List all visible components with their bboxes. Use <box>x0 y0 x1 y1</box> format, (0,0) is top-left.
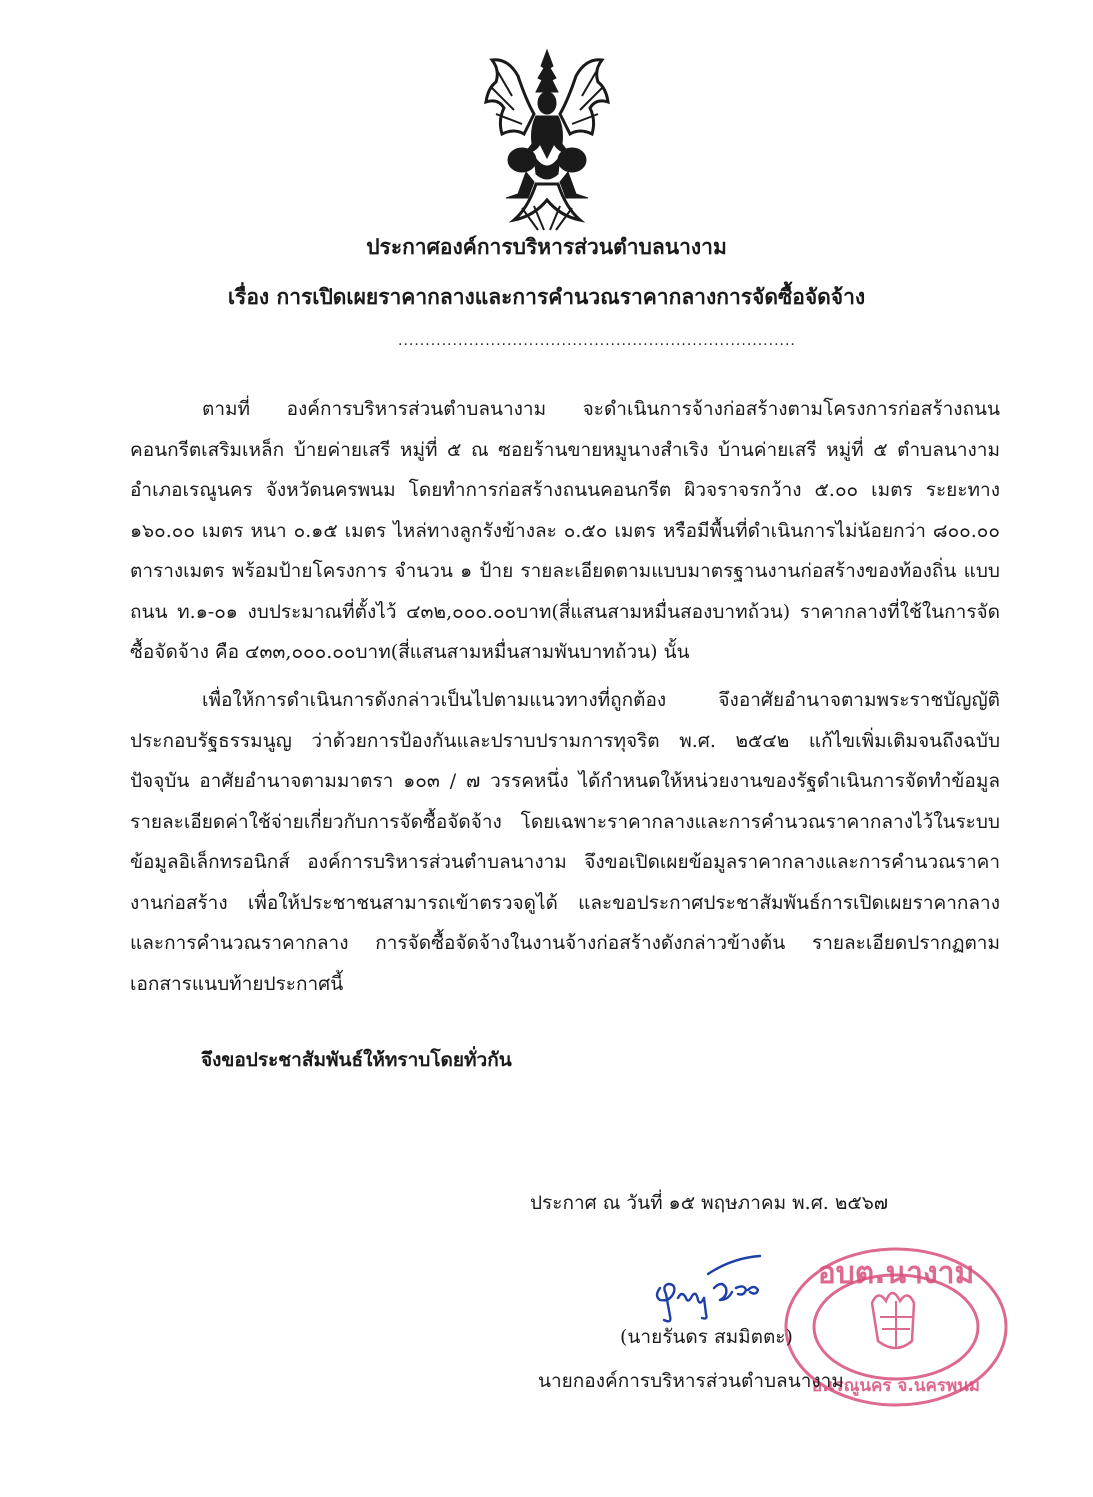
handwritten-signature <box>648 1254 768 1326</box>
separator-line: ......................................................................... <box>398 333 796 349</box>
announcement-date: ประกาศ ณ วันที่ ๑๕ พฤษภาคม พ.ศ. ๒๕๖๗ <box>530 1192 889 1214</box>
signer-title: นายกองค์การบริหารส่วนตำบลนางาม <box>538 1370 844 1392</box>
stamp-bottom-text: อ.เรณูนคร จ.นครพนม <box>812 1376 980 1396</box>
announcement-subject: เรื่อง การเปิดเผยราคากลางและการคำนวณราคากลางการจัดซื้อจัดจ้าง <box>227 284 866 309</box>
signer-name: (นายรันดร สมมิตตะ) <box>620 1326 793 1348</box>
stamp-top-text: อบต.นางาม <box>817 1256 975 1291</box>
announcement-title: ประกาศองค์การบริหารส่วนตำบลนางาม <box>366 234 727 259</box>
body-paragraph-disclosure: เพื่อให้การดำเนินการดังกล่าวเป็นไปตามแนวทางที่ถูกต้อง จึงอาศัยอำนาจตามพระราชบัญญัติประกอบรัฐธรรมนูญ ว่าด้วยการป้องกันและปราบปรามการทุจริต พ.ศ. ๒๕๔๒ แก้ไขเพิ่มเติมจนถึงฉบับปัจจุบัน อาศัยอำนาจตามมาตรา ๑๐๓ / ๗ วรรคหนึ่ง ได้กำหนดให้หน่วยงานของรัฐดำเนินการจัดทำข้อมูลรายละเอียดค่าใช้จ่ายเกี่ยวกับการจัดซื้อจัดจ้าง โดยเฉพาะราคากลางและการคำนวณราคากลางไว้ในระบบข้อมูลอิเล็กทรอนิกส์ องค์การบริหารส่วนตำบลนางาม จึงขอเปิดเผยข้อมูลราคากลางและการคำนวณราคางานก่อสร้าง เพื่อให้ประชาชนสามารถเข้าตรวจดูได้ และขอประกาศประชาสัมพันธ์การเปิดเผยราคากลางและการคำนวณราคากลาง การจัดซื้อจัดจ้างในงานจ้างก่อสร้างดังกล่าวข้างต้น รายละเอียดปรากฏตามเอกสารแนบท้ายประกาศนี้ <box>130 689 1000 995</box>
body-paragraph-project: ตามที่ องค์การบริหารส่วนตำบลนางาม จะดำเนินการจ้างก่อสร้างตามโครงการก่อสร้างถนนคอนกรีตเสริมเหล็ก บ้ายค่ายเสรี หมู่ที่ ๕ ณ ซอยร้านขายหมูนางสำเริง บ้านค่ายเสรี หมู่ที่ ๕ ตำบลนางาม อำเภอเรณูนคร จังหวัดนครพนม โดยทำการก่อสร้างถนนคอนกรีต ผิวจราจรกว้าง ๕.๐๐ เมตร ระยะทาง ๑๖๐.๐๐ เมตร หนา ๐.๑๕ เมตร ไหล่ทางลูกรังข้างละ ๐.๕๐ เมตร หรือมีพื้นที่ดำเนินการไม่น้อยกว่า ๘๐๐.๐๐ ตารางเมตร พร้อมป้ายโครงการ จำนวน ๑ ป้าย รายละเอียดตามแบบมาตรฐานงานก่อสร้างของท้องถิ่น แบบถนน ท.๑-๐๑ งบประมาณที่ตั้งไว้ ๔๓๒,๐๐๐.๐๐บาท(สี่แสนสามหมื่นสองบาทถ้วน) ราคากลางที่ใช้ในการจัดซื้อจัดจ้าง คือ ๔๓๓,๐๐๐.๐๐บาท(สี่แสนสามหมื่นสามพันบาทถ้วน) นั้น <box>130 398 1000 663</box>
garuda-emblem-icon <box>478 48 616 233</box>
closing-statement: จึงขอประชาสัมพันธ์ให้ทราบโดยทั่วกัน <box>201 1049 512 1071</box>
